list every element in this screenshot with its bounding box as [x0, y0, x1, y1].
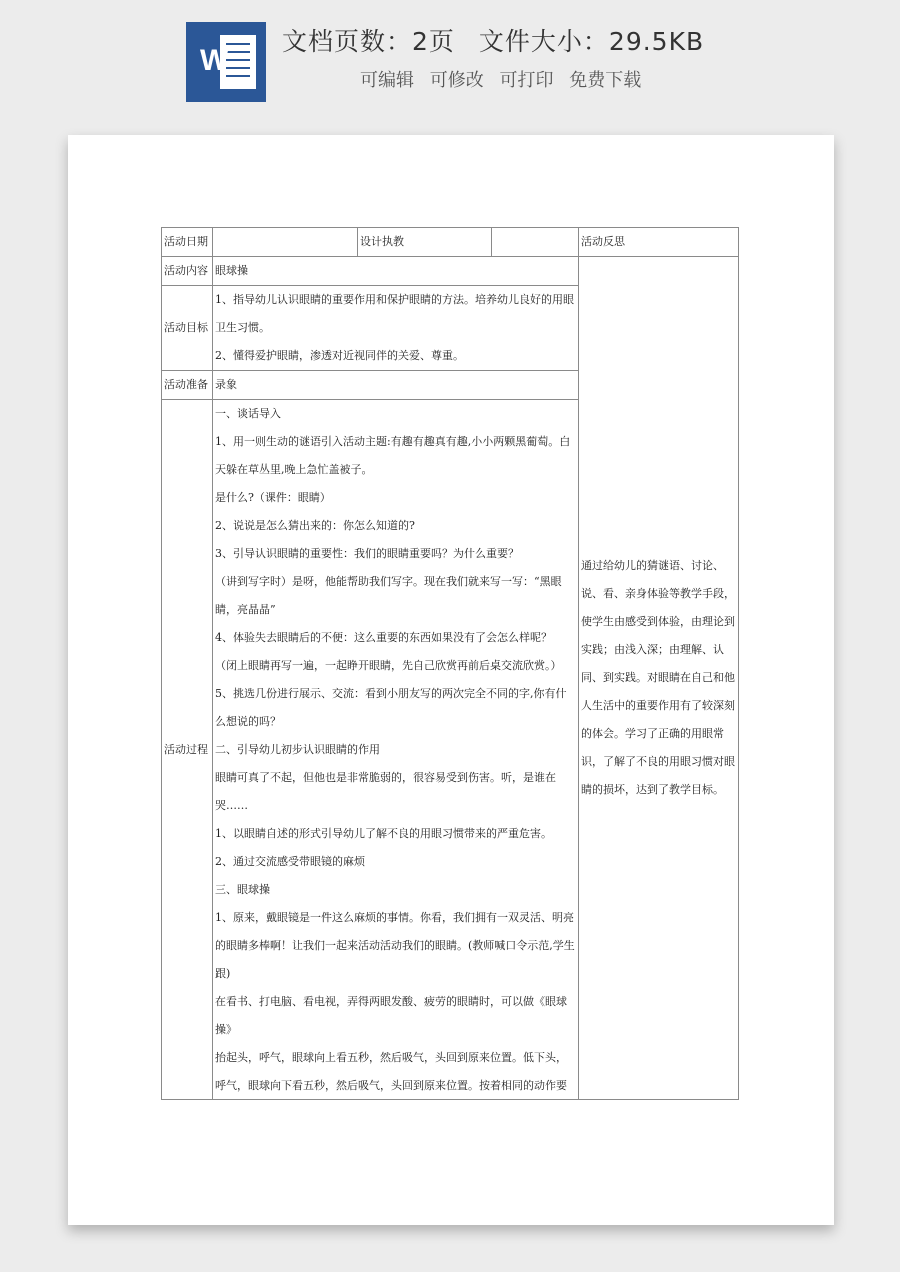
process-paragraph: 二、引导幼儿初步认识眼睛的作用	[215, 743, 380, 756]
process-paragraph: 是什么?（课件：眼睛）	[215, 491, 331, 504]
process-paragraph: （讲到写字时）是呀，他能帮助我们写字。现在我们就来写一写：“黑眼睛，亮晶晶”	[215, 575, 562, 616]
feature-modifiable: 可修改	[429, 70, 484, 91]
word-document-icon	[186, 22, 266, 102]
feature-free-download: 免费下载	[569, 70, 642, 91]
document-meta	[282, 22, 704, 58]
goal-item: 2、懂得爱护眼睛，渗透对近视同伴的关爱、尊重。	[215, 349, 464, 362]
process-paragraph: 1、原来，戴眼镜是一件这么麻烦的事情。你看，我们拥有一双灵活、明亮的眼睛多棒啊！让我们一起来活动活动我们的眼睛。(教师喊口令示范,学生跟)	[215, 911, 575, 980]
reflection-cell	[579, 257, 739, 1100]
prep-value: 录象	[213, 371, 579, 400]
teacher-value	[492, 228, 579, 257]
process-paragraph: 2、说说是怎么猜出来的：你怎么知道的?	[215, 519, 415, 532]
content-value: 眼球操	[213, 257, 579, 286]
feature-editable: 可编辑	[360, 70, 414, 91]
process-paragraph: 1、用一则生动的谜语引入活动主题:有趣有趣真有趣,小小两颗黑葡萄。白天躲在草丛里,晚上急忙盖被子。	[215, 435, 571, 476]
file-size-label: 文件大小：29.5KB	[478, 27, 705, 56]
content-label: 活动内容	[162, 257, 213, 286]
process-paragraph: 一、谈话导入	[215, 407, 281, 420]
page-count-label: 文档页数：2页	[282, 27, 455, 56]
process-paragraph: 抬起头，呼气，眼球向上看五秒，然后吸气，头回到原来位置。低下头，呼气，眼球向下看五秒，然后吸气，头回到原来位置。按着相同的动作要	[215, 1051, 567, 1092]
teacher-label: 设计执教	[358, 228, 492, 257]
process-paragraph: 三、眼球操	[215, 883, 270, 896]
word-icon-letter: W	[200, 44, 229, 77]
process-paragraph: 2、通过交流感受带眼镜的麻烦	[215, 855, 365, 868]
process-paragraph: 在看书、打电脑、看电视，弄得两眼发酸、疲劳的眼睛时，可以做《眼球操》	[215, 995, 567, 1036]
goals-cell	[213, 286, 579, 371]
process-paragraph: 4、体验失去眼睛后的不便：这么重要的东西如果没有了会怎么样呢？	[215, 631, 552, 644]
date-label: 活动日期	[162, 228, 213, 257]
date-value	[213, 228, 358, 257]
document-page	[68, 135, 834, 1225]
prep-label: 活动准备	[162, 371, 213, 400]
process-label: 活动过程	[162, 400, 213, 1100]
feature-printable: 可打印	[499, 70, 554, 91]
process-paragraph: 5、挑选几份进行展示、交流：看到小朋友写的两次完全不同的字,你有什么想说的吗？	[215, 687, 567, 728]
process-paragraph: 3、引导认识眼睛的重要性：我们的眼睛重要吗？为什么重要？	[215, 547, 519, 560]
process-paragraph: 眼睛可真了不起，但他也是非常脆弱的，很容易受到伤害。听，是谁在哭……	[215, 771, 556, 812]
process-paragraph: （闭上眼睛再写一遍，一起睁开眼睛，先自己欣赏再前后桌交流欣赏。）	[215, 659, 562, 672]
reflection-text: 通过给幼儿的猜谜语、讨论、说、看、亲身体验等教学手段，使学生由感受到体验，由理论到实践；由浅入深；由理解、认同、到实践。对眼睛在自己和他人生活中的重要作用有了较深刻的体会。学习了正确的用眼常识，了解了不良的用眼习惯对眼睛的损坏，达到了教学目标。	[581, 559, 735, 796]
goals-label: 活动目标	[162, 286, 213, 371]
process-cell	[213, 400, 579, 1100]
lesson-plan-table	[161, 227, 739, 1100]
feature-list	[360, 66, 651, 92]
goal-item: 1、指导幼儿认识眼睛的重要作用和保护眼睛的方法。培养幼儿良好的用眼卫生习惯。	[215, 293, 574, 334]
process-paragraph: 1、以眼睛自述的形式引导幼儿了解不良的用眼习惯带来的严重危害。	[215, 827, 552, 840]
download-banner	[0, 0, 900, 125]
reflection-label: 活动反思	[579, 228, 739, 257]
